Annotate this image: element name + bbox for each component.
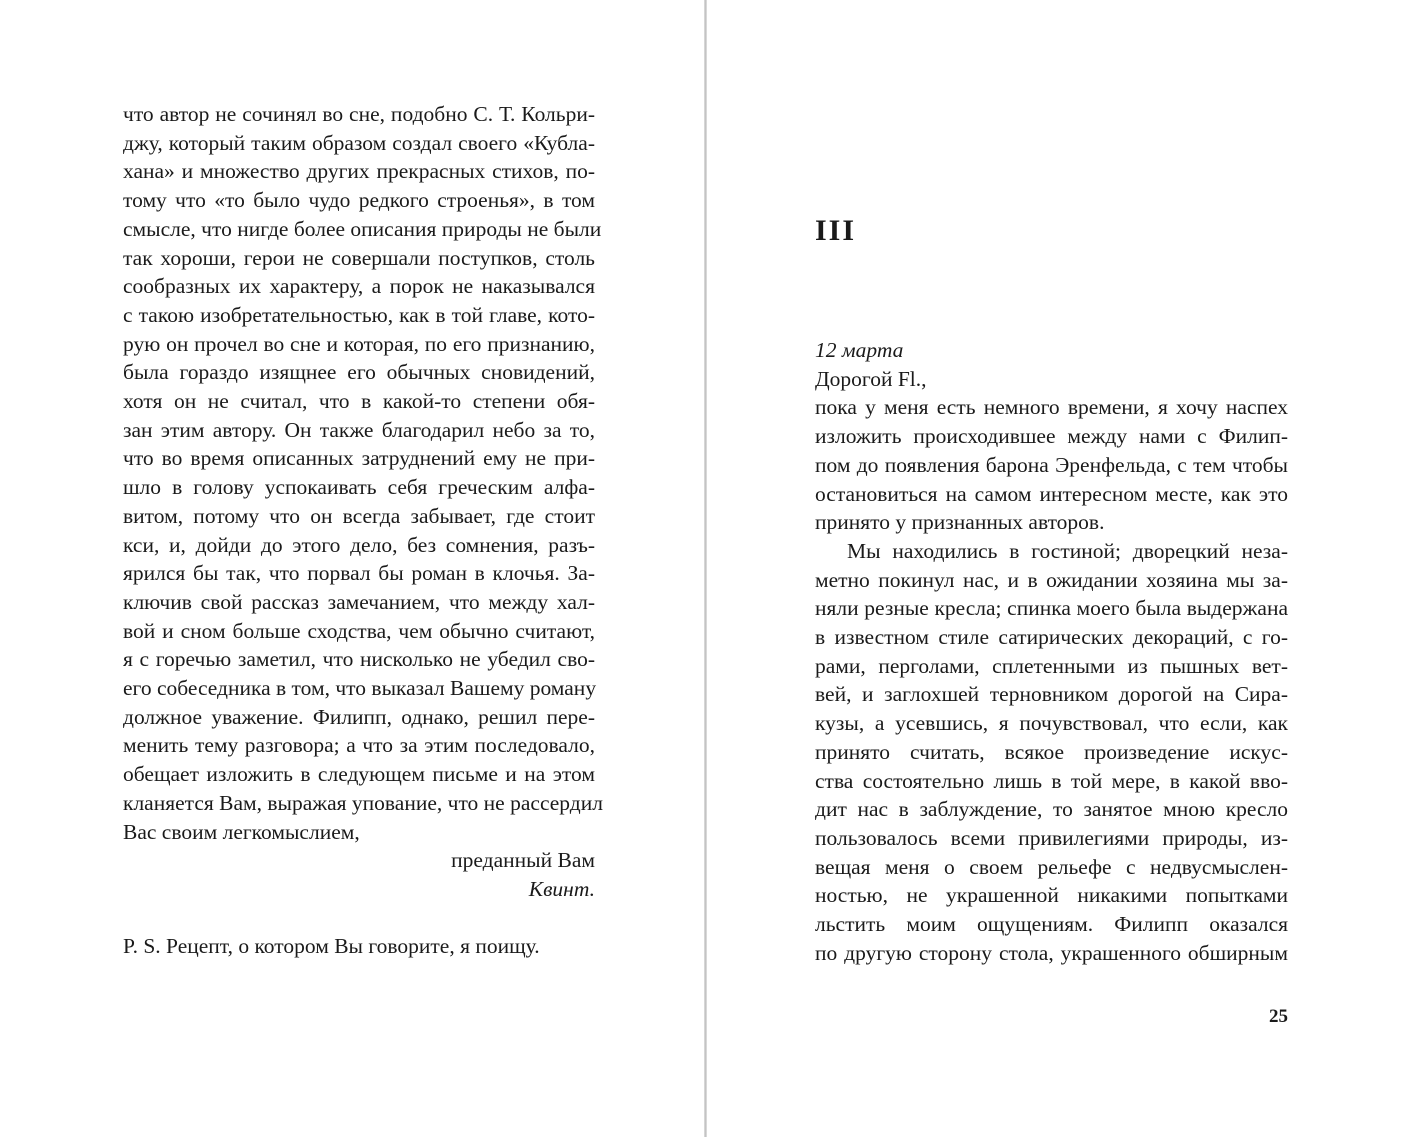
text-line: зан этим автору. Он также благодарил небо за то,: [123, 417, 595, 442]
text-line: сообразных их характеру, а порок не наказывался: [123, 274, 595, 299]
text-line: в известном стиле сатирических декораций, с го-: [815, 625, 1288, 649]
text-line: кланяется Вам, выражая упование, что не рассердил: [123, 790, 603, 815]
text-line: льстить моим ощущениям. Филипп оказался: [815, 912, 1288, 936]
text-line: хана» и множество других прекрасных стихов, по-: [123, 159, 595, 184]
text-line: менить тему разговора; а что за этим последовало,: [123, 733, 595, 758]
text-line: принято у признанных авторов.: [815, 510, 1105, 535]
page-number: 25: [1269, 1006, 1288, 1027]
text-line: изложить происходившее между нами с Филип-: [815, 424, 1288, 449]
text-line: смысле, что нигде более описания природы не были: [123, 216, 602, 241]
letter-closing: преданный Вам: [451, 848, 595, 873]
text-line: ключив свой рассказ замечанием, что между хал-: [123, 589, 595, 614]
text-line: ярился бы так, что порвал бы роман в клочья. За-: [123, 561, 595, 586]
text-line: принято считать, всякое произведение искус-: [815, 739, 1288, 764]
letter-signature: Квинт.: [528, 876, 595, 901]
text-line: пока у меня есть немного времени, я хочу наспех: [815, 395, 1288, 420]
text-line: вей, и заглохшей терновником дорогой на Сира-: [815, 682, 1288, 707]
text-line: должное уважение. Филипп, однако, решил пере-: [123, 704, 595, 729]
text-line: кси, и, дойди до этого дело, без сомнения, разъ-: [123, 532, 595, 557]
text-line: тому что «то было чудо редкого строенья», в том: [123, 188, 595, 213]
text-line: пользовалось всеми привилегиями природы, из-: [815, 825, 1288, 850]
text-line: дит нас в заблуждение, то занятое мною кресло: [815, 797, 1288, 822]
text-line: Мы находились в гостиной; дворецкий неза-: [847, 538, 1288, 563]
postscript: P. S. Рецепт, о котором Вы говорите, я поищу.: [123, 934, 540, 959]
text-line: остановиться на самом интересном месте, как это: [815, 481, 1288, 506]
text-line: Вас своим легкомыслием,: [123, 819, 360, 844]
text-line: хотя он не считал, что в какой-то степени обя-: [123, 389, 595, 413]
text-line: метно покинул нас, и в ожидании хозяина мы за-: [815, 567, 1288, 592]
text-line: обещает изложить в следующем письме и на этом: [123, 762, 595, 787]
text-line: так хороши, герои не совершали поступков, столь: [123, 245, 595, 270]
text-line: няли резные кресла; спинка моего была выдержана: [815, 596, 1288, 621]
text-line: вещая меня о своем рельефе с недвусмыслен-: [815, 854, 1288, 879]
text-line: по другую сторону стола, украшенного обширным: [815, 940, 1288, 965]
text-line: что автор не сочинял во сне, подобно С. Т. Кольри-: [123, 102, 595, 126]
text-line: я с горечью заметил, что нисколько не убедил сво-: [123, 647, 595, 672]
text-line: рами, перголами, сплетенными из пышных вет-: [815, 653, 1288, 678]
letter-date: 12 марта: [815, 338, 904, 362]
text-line: его собеседника в том, что выказал Вашему роману: [123, 676, 597, 700]
text-line: что во время описанных затруднений ему не при-: [123, 446, 595, 471]
text-line: вой и сном больше сходства, чем обычно считают,: [123, 618, 595, 643]
left-page: [0, 0, 704, 1137]
text-line: шло в голову успокаивать себя греческим алфа-: [123, 475, 595, 500]
text-line: витом, потому что он всегда забывает, где стоит: [123, 503, 595, 528]
letter-salutation: Дорогой Fl.,: [815, 366, 927, 391]
right-page: [707, 0, 1410, 1137]
text-line: с такою изобретательностью, как в той главе, кото-: [123, 302, 595, 327]
text-line: ностью, не украшенной никакими попытками: [815, 883, 1288, 908]
text-line: ства состоятельно лишь в той мере, в какой вво-: [815, 768, 1288, 793]
chapter-heading: III: [815, 214, 857, 247]
text-line: рую он прочел во сне и которая, по его признанию,: [123, 331, 595, 356]
text-line: кузы, а усевшись, я почувствовал, что если, как: [815, 711, 1288, 736]
text-line: джу, который таким образом создал своего «Кубла-: [123, 130, 595, 155]
text-line: пом до появления барона Эренфельда, с тем чтобы: [815, 452, 1288, 477]
text-line: была гораздо изящнее его обычных сновидений,: [123, 360, 595, 385]
